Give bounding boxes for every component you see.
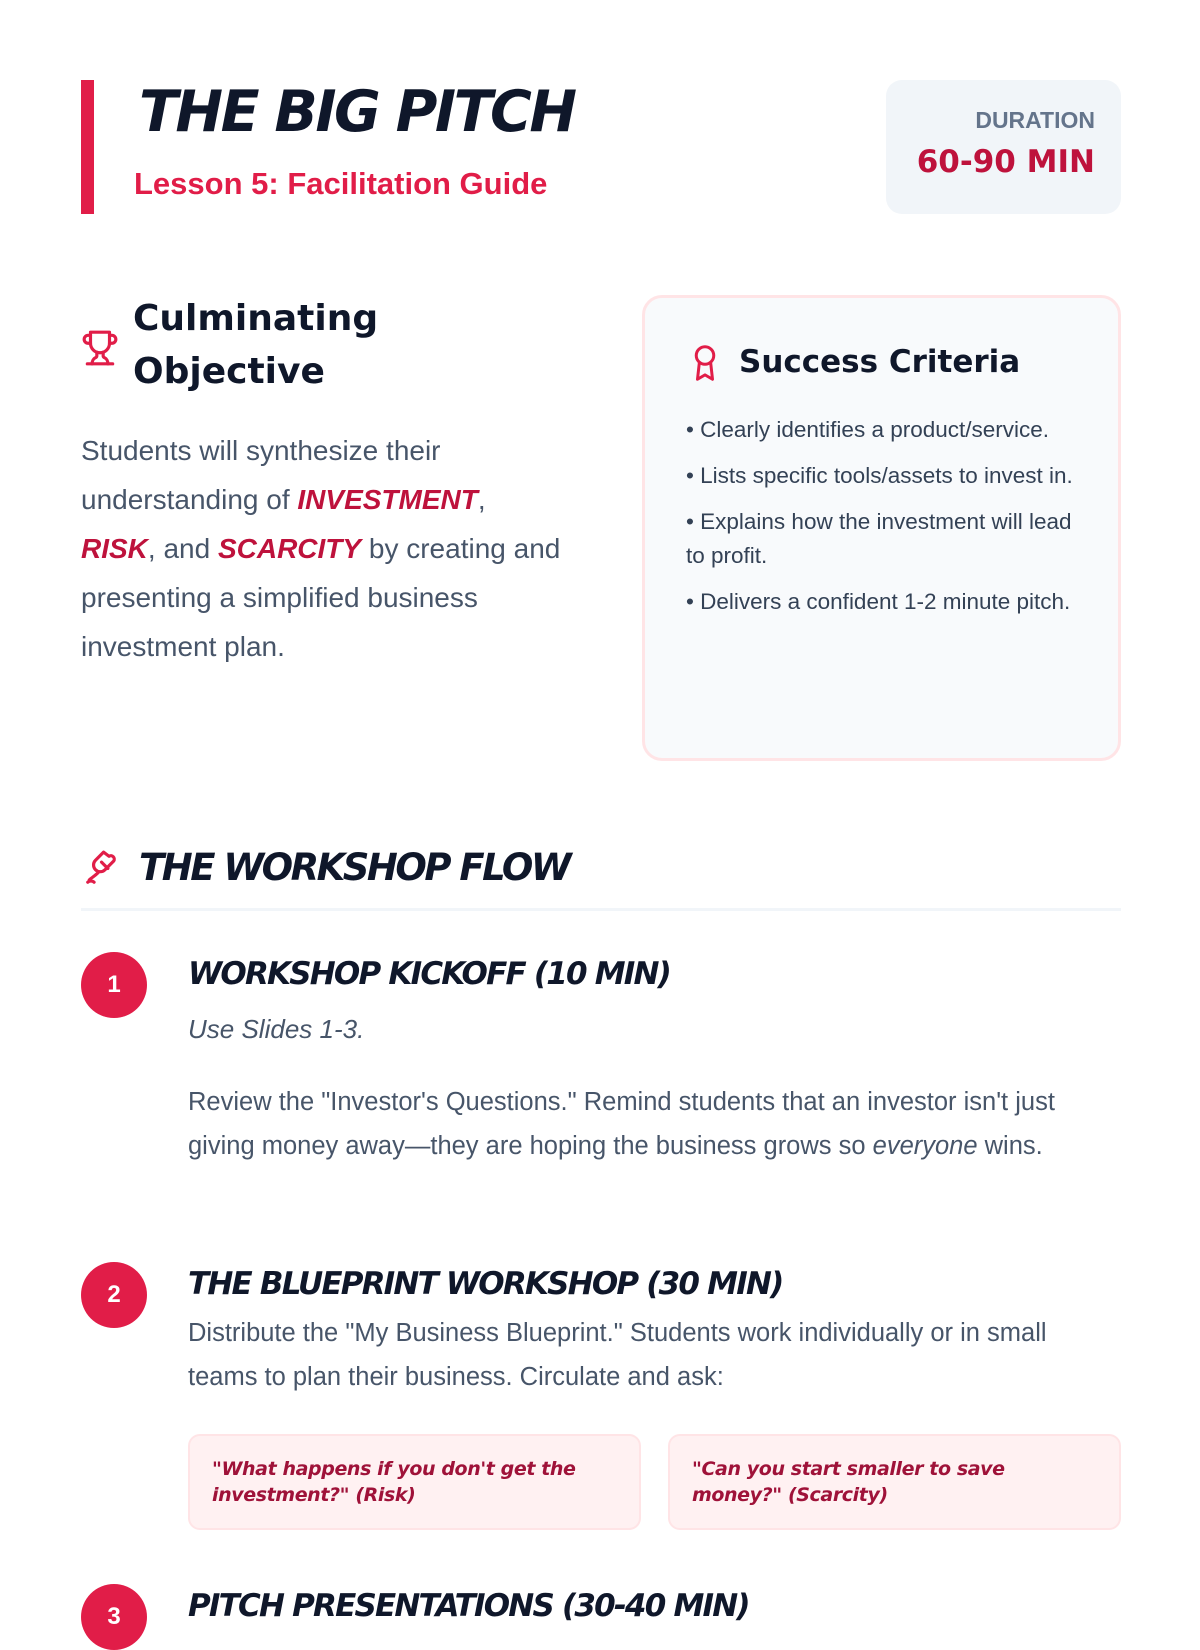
duration-badge: [886, 80, 1121, 214]
step-body: Distribute the "My Business Blueprint." Students work individually or in small teams to plan their business. Circulate and ask:: [188, 1319, 1047, 1391]
step-number-badge: 3: [81, 1584, 147, 1650]
success-criteria-card: [642, 295, 1121, 761]
step-body-emphasis: everyone: [872, 1132, 978, 1160]
duration-value: 60-90 MIN: [916, 144, 1095, 180]
objective-title-line2: Objective: [133, 351, 325, 392]
duration-label: DURATION: [975, 107, 1095, 133]
microphone-icon: [83, 847, 121, 889]
header: [81, 80, 1121, 214]
step-title: PITCH PRESENTATIONS (30-40 MIN): [188, 1588, 749, 1624]
criteria-item: • Explains how the investment will lead to profit.: [686, 509, 1072, 568]
workshop-flow-title: THE WORKSHOP FLOW: [139, 846, 570, 889]
objective-text-part: , and: [147, 533, 218, 564]
step-note: Use Slides 1-3.: [188, 1014, 365, 1044]
objective-title: [133, 292, 453, 398]
criteria-item: • Delivers a confident 1-2 minute pitch.: [686, 589, 1071, 614]
probe-question-card: "Can you start smaller to save money?" (Scarcity): [668, 1434, 1121, 1530]
trophy-icon: [81, 328, 119, 368]
step-title: WORKSHOP KICKOFF (10 MIN): [188, 956, 671, 992]
step-title: THE BLUEPRINT WORKSHOP (30 MIN): [188, 1266, 783, 1302]
objective-text-part: ,: [477, 484, 486, 515]
keyword-risk: RISK: [81, 533, 148, 564]
objective-text-part: Students will synthesize their understanding of: [81, 435, 441, 515]
step-body-text: wins.: [977, 1132, 1043, 1160]
probe-question-card: "What happens if you don't get the investment?" (Risk): [188, 1434, 641, 1530]
step-body: [188, 1080, 1121, 1168]
criteria-item: • Clearly identifies a product/service.: [686, 417, 1050, 442]
keyword-investment: INVESTMENT: [297, 484, 478, 515]
workshop-flow-header: [81, 845, 1121, 911]
criteria-item: • Lists specific tools/assets to invest in.: [686, 463, 1073, 488]
objective-text: [81, 426, 561, 671]
step-number-badge: 2: [81, 1262, 147, 1328]
success-criteria-title: Success Criteria: [739, 344, 1021, 380]
header-accent-bar: [81, 80, 94, 214]
objective-text-part: by creating and presenting a simplified business investment plan.: [81, 533, 561, 662]
objective-title-line1: Culminating: [133, 298, 379, 339]
step-body-text: Review the "Investor's Questions." Remind students that an investor isn't just giving money away—they are hoping the business grows so: [188, 1088, 1055, 1160]
award-ribbon-icon: [690, 343, 720, 383]
step-number-badge: 1: [81, 952, 147, 1018]
page-subtitle: Lesson 5: Facilitation Guide: [134, 166, 548, 201]
page-title: THE BIG PITCH: [139, 79, 575, 145]
facilitation-guide-page: [81, 0, 1121, 1630]
success-criteria-list: [686, 413, 1086, 631]
keyword-scarcity: SCARCITY: [217, 533, 362, 564]
